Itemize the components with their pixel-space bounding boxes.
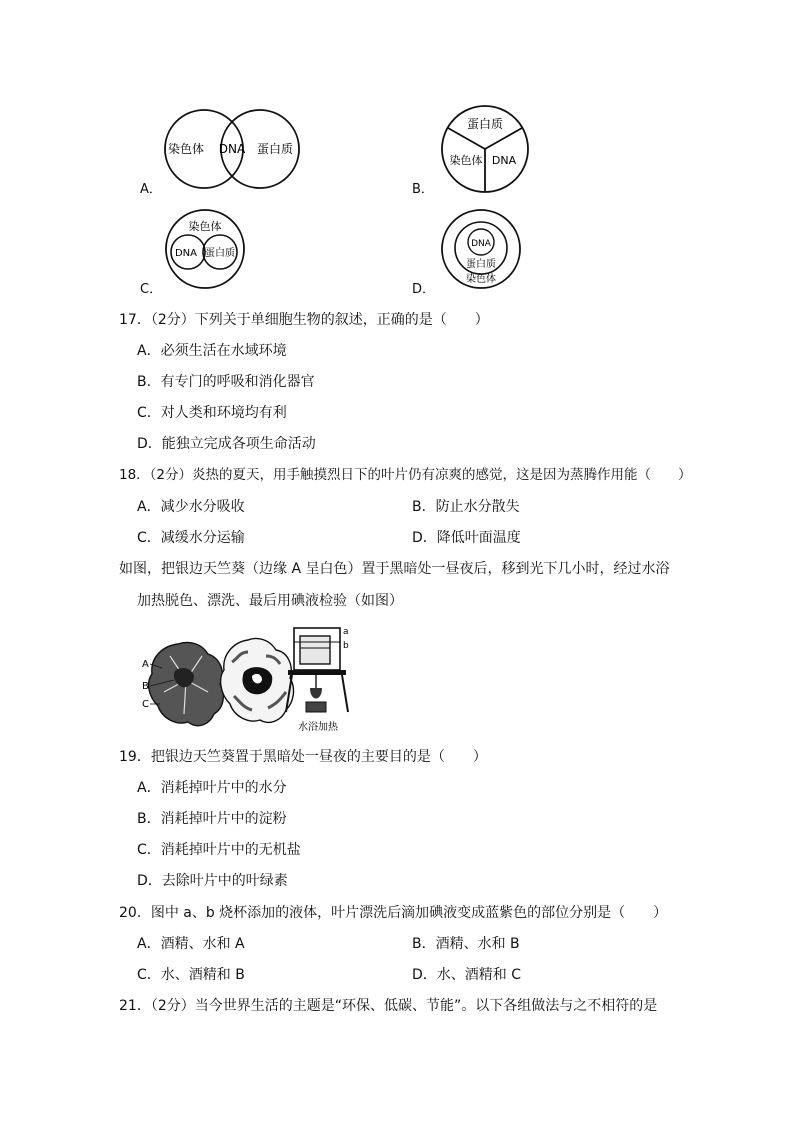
question-17-option-b[interactable]: B．有专门的呼吸和消化器官 (137, 374, 315, 390)
question-17-option-c[interactable]: C．对人类和环境均有利 (137, 405, 287, 421)
label-dna: DNA (471, 239, 491, 249)
option-b-label[interactable]: B． (412, 182, 434, 197)
label-protein: 蛋白质 (466, 117, 504, 131)
question-17-option-d[interactable]: D．能独立完成各项生命活动 (137, 436, 316, 452)
question-20-option-d[interactable]: D．水、酒精和 C (412, 967, 522, 983)
nested-diagram-option-c (164, 208, 246, 290)
question-19-stem: 19．把银边天竺葵置于黑暗处一昼夜的主要目的是（ ） (119, 749, 487, 765)
water-bath-apparatus-icon (286, 627, 349, 733)
water-bath-caption: 水浴加热 (298, 722, 338, 733)
question-18-stem: 18．（2分）炎热的夏天，用手触摸烈日下的叶片仍有凉爽的感觉，这是因为蒸腾作用能（ ） (119, 467, 692, 483)
question-17-stem: 17．（2分）下列关于单细胞生物的叙述，正确的是（ ） (119, 312, 489, 328)
question-20-stem: 20．图中 a、b 烧杯添加的液体，叶片漂洗后滴加碘液变成蓝紫色的部位分别是（ ） (119, 905, 668, 921)
option-c-label[interactable]: C． (140, 282, 163, 297)
question-19-option-a[interactable]: A．消耗掉叶片中的水分 (137, 780, 287, 796)
experiment-intro-line-1: 如图，把银边天竺葵（边缘 A 呈白色）置于黑暗处一昼夜后，移到光下几小时，经过水浴 (119, 561, 670, 577)
option-d-label[interactable]: D． (412, 282, 436, 297)
label-dna: DNA (491, 154, 517, 167)
experiment-intro-line-2: 加热脱色、漂洗、最后用碘液检验（如图） (137, 593, 403, 609)
beaker-label-a: a (343, 627, 349, 637)
leaf-label-c: C (142, 699, 149, 710)
leaf-after-icon (221, 638, 294, 722)
question-20-option-c[interactable]: C．水、酒精和 B (137, 967, 245, 983)
question-17-option-a[interactable]: A．必须生活在水域环境 (137, 343, 287, 359)
label-chromosome: 染色体 (188, 220, 222, 233)
label-chromosome: 染色体 (449, 154, 483, 167)
label-protein: 蛋白质 (256, 142, 294, 156)
label-chromosome: 染色体 (167, 142, 205, 156)
question-19-option-c[interactable]: C．消耗掉叶片中的无机盐 (137, 842, 301, 858)
leaf-label-b: B (142, 681, 149, 692)
geranium-experiment-figure (140, 622, 355, 737)
question-18-option-b[interactable]: B．防止水分散失 (412, 499, 520, 515)
question-20-option-b[interactable]: B．酒精、水和 B (412, 936, 520, 952)
leaf-before-icon (142, 642, 223, 725)
label-chromosome: 染色体 (466, 274, 496, 285)
question-18-option-d[interactable]: D．降低叶面温度 (412, 530, 521, 546)
question-19-option-b[interactable]: B．消耗掉叶片中的淀粉 (137, 811, 287, 827)
beaker-label-b: b (343, 641, 349, 651)
question-20-option-a[interactable]: A．酒精、水和 A (137, 936, 245, 952)
option-a-label[interactable]: A． (140, 182, 162, 197)
question-18-option-c[interactable]: C．减缓水分运输 (137, 530, 245, 546)
leaf-label-a: A (142, 659, 149, 670)
concentric-diagram-option-d (440, 208, 522, 290)
label-protein: 蛋白质 (205, 248, 235, 259)
venn-diagram-option-a (160, 108, 305, 190)
question-21-stem: 21．（2分）当今世界生活的主题是“环保、低碳、节能”。以下各组做法与之不相符的是 (119, 998, 658, 1014)
pie-diagram-option-b (440, 104, 530, 194)
question-18-option-a[interactable]: A．减少水分吸收 (137, 499, 245, 515)
question-19-option-d[interactable]: D．去除叶片中的叶绿素 (137, 873, 288, 889)
label-protein: 蛋白质 (466, 259, 496, 270)
label-dna: DNA (218, 142, 246, 156)
label-dna: DNA (174, 248, 198, 259)
